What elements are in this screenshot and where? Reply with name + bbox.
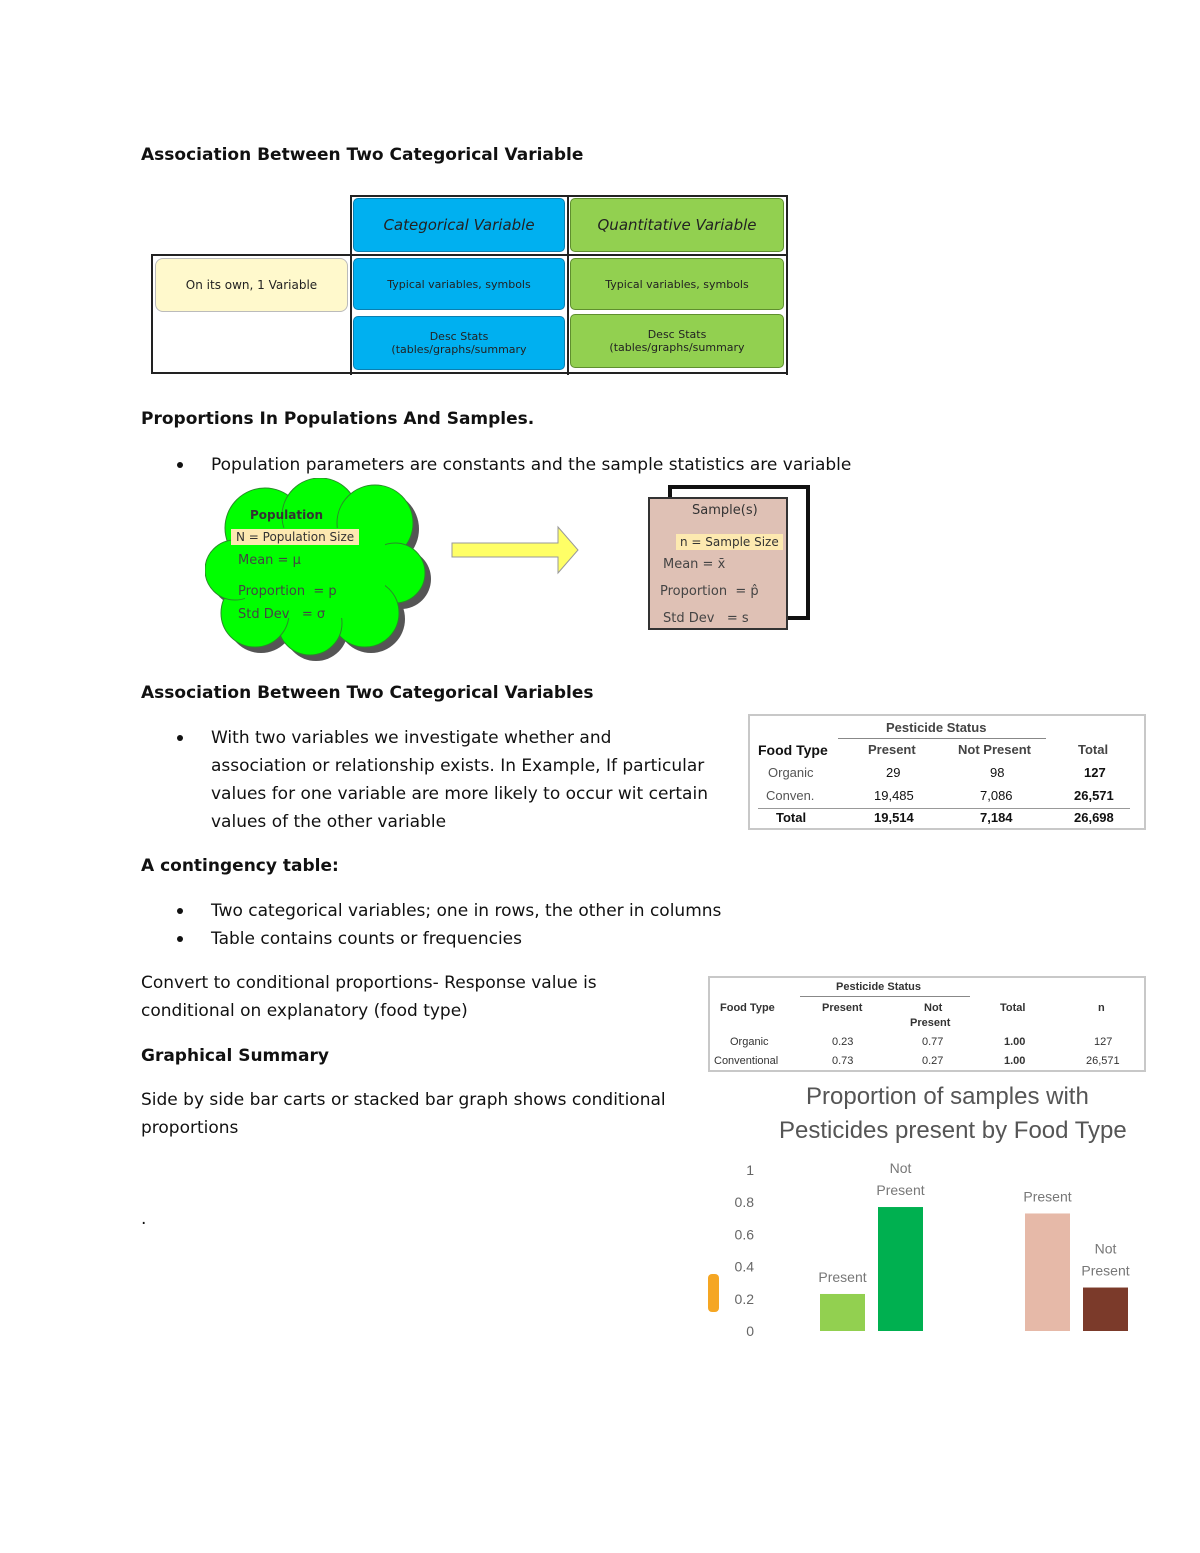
stray-dot: .: [141, 1209, 147, 1229]
quant-desc-cell: Desc Stats (tables/graphs/summary: [570, 314, 784, 368]
sample-std: Std Dev = s: [663, 611, 749, 626]
bar-organic-not-present: [878, 1207, 923, 1331]
heading-proportions: Proportions In Populations And Samples.: [141, 409, 535, 429]
bar-data-label: Not: [889, 1160, 912, 1177]
bar-data-label: Present: [1081, 1262, 1130, 1279]
categorical-header: Categorical Variable: [353, 198, 565, 252]
bullet-text-two-categorical: Two categorical variables; one in rows, the other in columns: [211, 901, 722, 921]
bar-data-label: Present: [818, 1268, 867, 1285]
y-tick-label: 0.6: [734, 1226, 754, 1243]
arrow-right-icon: [450, 524, 582, 576]
bullet: [177, 462, 183, 468]
paragraph-summary: Side by side bar carts or stacked bar graph shows conditional proportions: [141, 1090, 666, 1138]
chart-title-line-1: Proportion of samples with: [806, 1085, 1089, 1110]
y-tick-label: 0.8: [734, 1194, 754, 1211]
y-tick-label: 0: [746, 1323, 754, 1339]
heading-association-variables: Association Between Two Categorical Variables: [141, 683, 594, 703]
bar-data-label: Present: [876, 1182, 925, 1199]
heading-association-variable: Association Between Two Categorical Variable: [141, 145, 584, 165]
proportion-bar-chart: [708, 1085, 1148, 1341]
paragraph-convert: Convert to conditional proportions- Response value is conditional on explanatory (food type): [141, 973, 597, 1021]
sample-mean: Mean = x̄: [663, 557, 726, 572]
bar-conventional-present: [1025, 1213, 1070, 1331]
cat-typical-cell: Typical variables, symbols: [353, 258, 565, 310]
bullet: [177, 735, 183, 741]
population-cloud: [205, 478, 435, 663]
population-std: Std Dev = σ: [238, 607, 326, 622]
heading-graphical-summary: Graphical Summary: [141, 1046, 329, 1066]
bullet-text-parameters: Population parameters are constants and the sample statistics are variable: [211, 455, 852, 475]
bar-conventional-not-present: [1083, 1288, 1128, 1331]
pesticide-proportion-table: Pesticide Status Food Type Present Not Present Total n Organic 0.23 0.77 1.00 127 Conventional 0.73 0.27 1.00 26,571: [708, 976, 1146, 1072]
bullet: [177, 908, 183, 914]
population-size: N = Population Size: [231, 529, 359, 545]
bar-data-label: Not: [1094, 1240, 1117, 1257]
quant-typical-cell: Typical variables, symbols: [570, 258, 784, 310]
sample-size: n = Sample Size: [676, 534, 783, 550]
population-mean: Mean = μ: [238, 553, 301, 568]
bar-data-label: Present: [1023, 1188, 1072, 1205]
y-tick-label: 1: [746, 1162, 754, 1178]
y-tick-label: 0.2: [734, 1290, 754, 1307]
bar-organic-present: [820, 1294, 865, 1331]
cat-desc-cell: Desc Stats (tables/graphs/summary: [353, 316, 565, 370]
population-proportion: Proportion = p: [238, 584, 337, 599]
population-title: Population: [250, 508, 324, 522]
heading-contingency: A contingency table:: [141, 856, 339, 876]
orange-marker: [708, 1274, 719, 1312]
bullet: [177, 936, 183, 942]
sample-title: Sample(s): [692, 503, 758, 518]
bullet-text-counts: Table contains counts or frequencies: [211, 929, 522, 949]
y-tick-label: 0.4: [734, 1258, 754, 1275]
quantitative-header: Quantitative Variable: [570, 198, 784, 252]
sample-proportion: Proportion = p̂: [660, 584, 759, 599]
bullet-text-association: With two variables we investigate whether and association or relationship exists. In Example, If particular values for one variable are more likely to occur wit certain values of the other variable: [211, 728, 708, 832]
pesticide-counts-table: Pesticide Status Food Type Present Not Present Total Organic 29 98 127 Conven. 19,485 7,086 26,571 Total 19,514 7,184 26,698: [748, 714, 1146, 830]
chart-title-line-2: Pesticides present by Food Type: [779, 1117, 1127, 1144]
row-label-one-variable: On its own, 1 Variable: [155, 258, 348, 312]
